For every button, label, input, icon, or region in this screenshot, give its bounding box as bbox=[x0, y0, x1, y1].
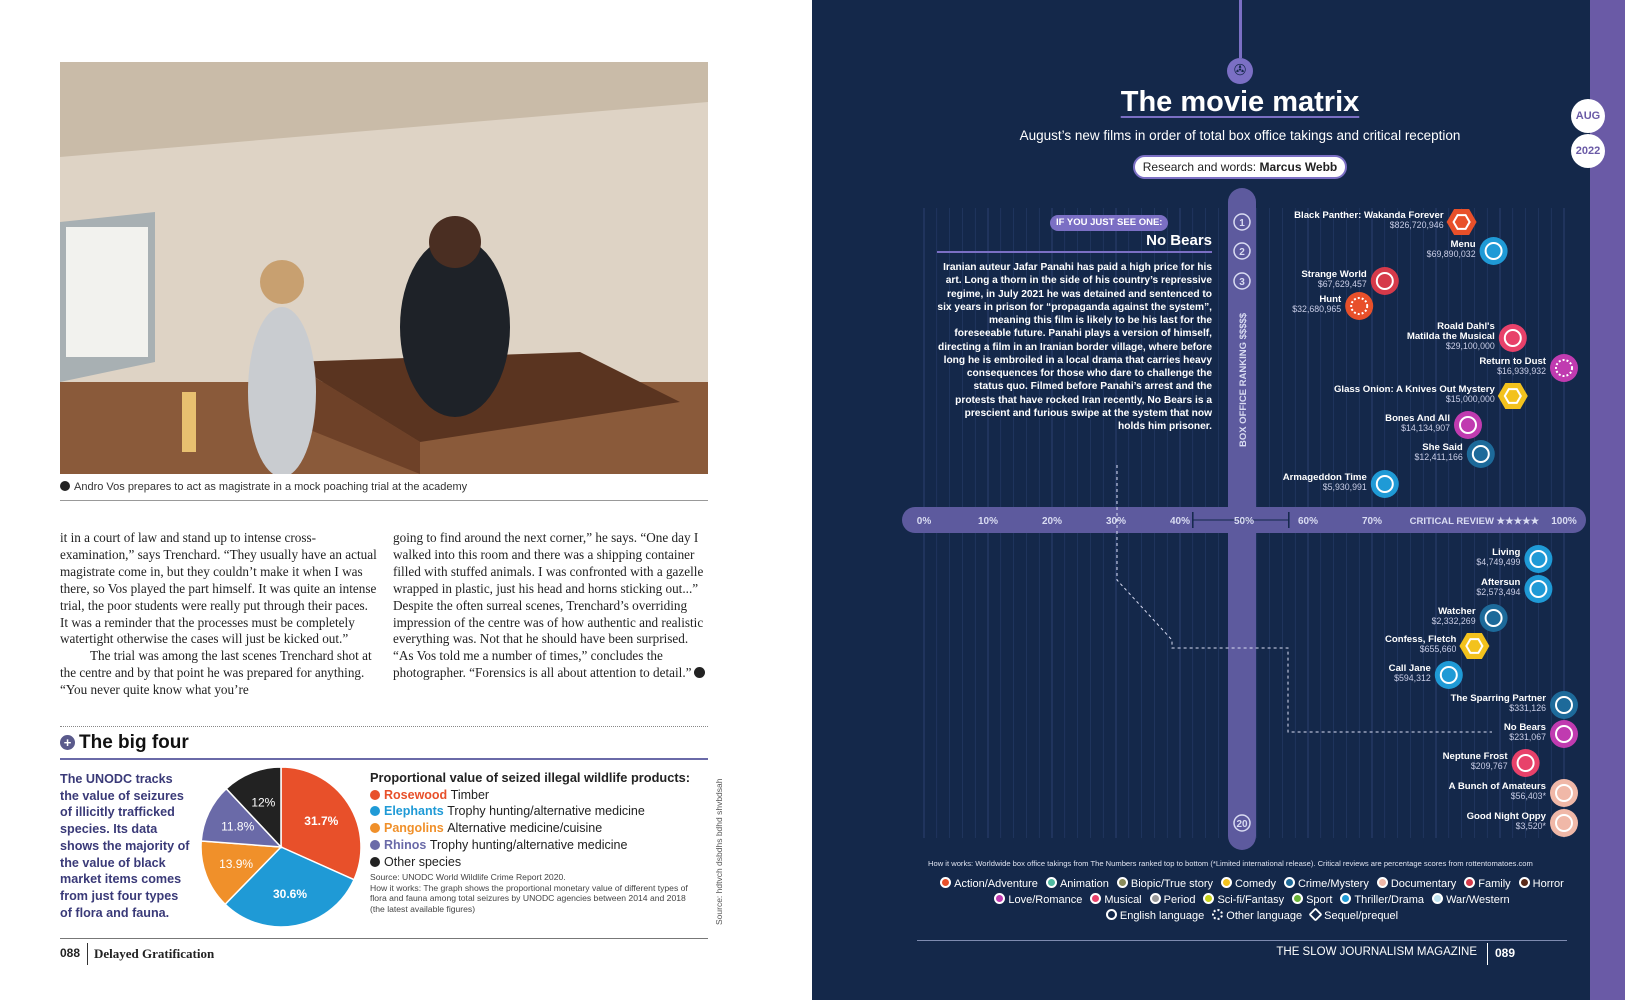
body-column-2 bbox=[393, 530, 711, 682]
movie-gross-label: $2,573,494 bbox=[1476, 587, 1521, 597]
big-four-title: The big four bbox=[79, 732, 189, 753]
y-axis-label: BOX OFFICE RANKING $$$$$ bbox=[1238, 312, 1249, 448]
plus-icon: + bbox=[60, 735, 75, 750]
right-page bbox=[812, 0, 1625, 1000]
movie-point bbox=[1499, 324, 1527, 352]
end-mark-icon bbox=[694, 667, 705, 678]
legend-label: Animation bbox=[1059, 878, 1109, 890]
movie-title-label: Living bbox=[1492, 547, 1521, 558]
legend-dot-icon bbox=[370, 806, 380, 816]
footer-divider bbox=[87, 943, 88, 965]
legend-desc: Alternative medicine/cuisine bbox=[447, 821, 603, 836]
genre-legend-item bbox=[1284, 877, 1369, 890]
movie-title-label: A Bunch of Amateurs bbox=[1448, 781, 1546, 792]
movie-title-label: Good Night Oppy bbox=[1466, 811, 1546, 822]
movie-title-label: Hunt bbox=[1319, 294, 1342, 305]
x-tick-label: 0% bbox=[916, 516, 932, 527]
legend-label: Horror bbox=[1532, 878, 1564, 890]
movie-title-label: Roald Dahl's bbox=[1437, 321, 1495, 332]
see-one-badge: IF YOU JUST SEE ONE: bbox=[1050, 215, 1168, 231]
legend-dot-icon bbox=[370, 790, 380, 800]
legend-name: Rhinos bbox=[384, 837, 430, 852]
legend-desc: Timber bbox=[450, 787, 490, 802]
movie-title-label: Bones And All bbox=[1385, 413, 1450, 424]
courtroom-photo bbox=[60, 62, 708, 474]
x-tick-label: 30% bbox=[1105, 516, 1127, 527]
movie-gross-label: $15,000,000 bbox=[1445, 394, 1495, 404]
legend-swatch-icon bbox=[1212, 909, 1223, 920]
big-four-heading bbox=[60, 732, 189, 754]
movie-title-label: She Said bbox=[1422, 442, 1463, 453]
genre-legend-item bbox=[1212, 909, 1302, 922]
magazine-name: Delayed Gratification bbox=[94, 946, 215, 961]
pie-legend-item bbox=[370, 787, 702, 804]
see-one-rule bbox=[937, 251, 1212, 253]
camera-icon bbox=[60, 481, 70, 491]
movie-gross-label: $826,720,946 bbox=[1389, 220, 1444, 230]
legend-swatch-icon bbox=[1519, 877, 1530, 888]
legend-swatch-icon bbox=[1150, 893, 1161, 904]
genre-legend-item bbox=[1432, 893, 1510, 906]
genre-legend-item bbox=[994, 893, 1082, 906]
movie-title-label: Black Panther: Wakanda Forever bbox=[1294, 210, 1444, 221]
genre-legend-item bbox=[1310, 909, 1398, 922]
magazine-name: THE SLOW JOURNALISM MAGAZINE bbox=[1276, 946, 1477, 958]
legend-label: Action/Adventure bbox=[954, 878, 1038, 890]
movie-point bbox=[1371, 267, 1399, 295]
genre-legend-item bbox=[1292, 893, 1332, 906]
legend-swatch-icon bbox=[1117, 877, 1128, 888]
movie-point bbox=[1345, 292, 1373, 320]
legend-desc: Trophy hunting/alternative medicine bbox=[447, 804, 645, 819]
movie-title-label: Strange World bbox=[1301, 269, 1367, 280]
movie-gross-label: $5,930,991 bbox=[1322, 482, 1367, 492]
x-tick-label: 50% bbox=[1233, 516, 1255, 527]
pie-source-line: Source: UNODC World Wildlife Crime Report 2020. bbox=[370, 872, 566, 882]
heading-underline bbox=[60, 758, 708, 760]
movie-gross-label: $29,100,000 bbox=[1445, 341, 1495, 351]
genre-legend-item bbox=[940, 877, 1038, 890]
genre-legend-item bbox=[1221, 877, 1276, 890]
rank-label: 1 bbox=[1239, 218, 1245, 229]
pie-legend bbox=[370, 770, 702, 870]
legend-swatch-icon bbox=[1221, 877, 1232, 888]
section-divider bbox=[60, 726, 708, 727]
see-one-text: Iranian auteur Jafar Panahi has paid a high price for his art. Long a thorn in the side of his country’s repressive regime, in July 2021 he was detained and sentenced to six years in prison for “propaganda against the system”, meaning this film is likely to be his last for the foreseeable future. Panahi plays a version of himself, directing a film in an Iranian border village, where before long he is embroiled in a local drama that carries heavy consequences for those who dare to challenge the status quo. Filmed before Panahi’s arrest and the protests that have rocked Iran recently, No Bears is a prescient and furious swipe at the system that now holds him prisoner. bbox=[937, 262, 1212, 432]
movie-title-label: Armageddon Time bbox=[1282, 472, 1367, 483]
movie-gross-label: $209,767 bbox=[1470, 761, 1508, 771]
body-column-1 bbox=[60, 530, 378, 699]
x-tick-label: 100% bbox=[1551, 516, 1577, 527]
left-page bbox=[0, 0, 812, 1000]
pie-legend-item bbox=[370, 803, 702, 820]
wildlife-pie-chart bbox=[198, 764, 364, 930]
movie-gross-label: $67,629,457 bbox=[1317, 279, 1367, 289]
legend-label: Family bbox=[1478, 878, 1511, 890]
pie-slice-label: 30.6% bbox=[272, 887, 308, 902]
genre-legend-item bbox=[1046, 877, 1109, 890]
big-four-intro: The UNODC tracks the value of seizures of illicitly trafficked species. Its data shows the majority of the value of black market items comes from just four types of flora and fauna. bbox=[60, 772, 190, 920]
legend-label: Other language bbox=[1226, 910, 1303, 922]
movie-gross-label: $231,067 bbox=[1509, 732, 1546, 742]
movie-title-label: Confess, Fletch bbox=[1384, 634, 1457, 645]
pie-slice-label: 12% bbox=[251, 795, 276, 810]
movie-gross-label: $4,749,499 bbox=[1476, 557, 1521, 567]
movie-gross-label: $56,403* bbox=[1510, 791, 1546, 801]
legend-swatch-icon bbox=[1046, 877, 1057, 888]
pie-source bbox=[370, 872, 700, 915]
legend-swatch-icon bbox=[1090, 893, 1101, 904]
movie-point bbox=[1371, 470, 1399, 498]
legend-name: Elephants bbox=[384, 804, 448, 819]
pie-legend-item bbox=[370, 854, 702, 871]
legend-label: Love/Romance bbox=[1008, 894, 1083, 906]
legend-label: Sci-fi/Fantasy bbox=[1217, 894, 1285, 906]
movie-point bbox=[1524, 575, 1552, 603]
movie-point bbox=[1498, 383, 1528, 409]
page-number: 088 bbox=[60, 946, 81, 960]
movie-point bbox=[1480, 237, 1508, 265]
legend-label: Sequel/prequel bbox=[1324, 910, 1399, 922]
caption-divider bbox=[60, 500, 708, 501]
x-tick-label: 40% bbox=[1169, 516, 1191, 527]
body-paragraph: going to find around the next corner,” he says. “One day I walked into this room and there was a shipping container filled with stuffed animals. I was confronted with a gazelle wrapped in plastic, just his head and horns sticking out...” Despite the often surreal scenes, Trenchard’s overriding impression of the centre was of how authentic and realistic everything was. Not that he should have been surprised. “As Vos told me a number of times,” concludes the photographer. “Forensics is all about attention to detail.” bbox=[393, 530, 704, 681]
x-tick-label: 20% bbox=[1041, 516, 1063, 527]
body-paragraph: The trial was among the last scenes Trenchard shot at the centre and by that point he was prepared for anything. “You never quite know what you’re bbox=[60, 648, 372, 698]
page-subtitle: August’s new films in order of total box office takings and critical reception bbox=[1019, 128, 1461, 143]
footer-rule bbox=[60, 938, 708, 939]
movie-title-label: Return to Dust bbox=[1479, 356, 1546, 367]
month-badge: AUG bbox=[1571, 99, 1605, 133]
movie-point bbox=[1550, 354, 1578, 382]
legend-name: Rosewood bbox=[384, 787, 451, 802]
vertical-source-note: Source: hdtvch dsbdhs bdhd shvbdsah bbox=[714, 778, 724, 925]
credit-name: Marcus Webb bbox=[1259, 160, 1338, 174]
x-axis-label: CRITICAL REVIEW ★★★★★ bbox=[1409, 516, 1540, 527]
credit-label: Research and words: bbox=[1142, 160, 1257, 174]
legend-label: Comedy bbox=[1234, 878, 1276, 890]
movie-title-label: Menu bbox=[1450, 239, 1476, 250]
legend-row bbox=[917, 877, 1587, 893]
pie-slice-label: 13.9% bbox=[219, 856, 254, 871]
legend-label: Musical bbox=[1104, 894, 1142, 906]
x-tick-label: 60% bbox=[1297, 516, 1319, 527]
legend-swatch-icon bbox=[1284, 877, 1295, 888]
legend-swatch-icon bbox=[940, 877, 951, 888]
legend-swatch-icon bbox=[994, 893, 1005, 904]
legend-label: Period bbox=[1163, 894, 1196, 906]
movie-gross-label: $14,134,907 bbox=[1401, 423, 1450, 433]
genre-legend-item bbox=[1377, 877, 1456, 890]
page-title: The movie matrix bbox=[1120, 86, 1360, 118]
pie-legend-item bbox=[370, 837, 702, 854]
legend-swatch-icon bbox=[1292, 893, 1303, 904]
legend-desc: Trophy hunting/alternative medicine bbox=[429, 837, 628, 852]
legend-row bbox=[917, 893, 1587, 909]
movie-point bbox=[1550, 809, 1578, 837]
footer-divider bbox=[1487, 943, 1488, 965]
movie-gross-label: $2,332,269 bbox=[1431, 616, 1476, 626]
legend-swatch-icon bbox=[1309, 907, 1323, 921]
genre-legend-item bbox=[1117, 877, 1213, 890]
pie-slice-label: 11.8% bbox=[221, 819, 255, 834]
body-paragraph: it in a court of law and stand up to intense cross-examination,” says Trenchard. “They usually have an actual magistrate come in, but they couldn’t make it when I was there, so Vos played the part himself. It was quite an intense trial, the poor students were really put through their paces. It was a reminder that the processes must be completely watertight otherwise the cases will just be kicked out.” bbox=[60, 530, 377, 647]
x-tick-label: 10% bbox=[977, 516, 999, 527]
movie-gross-label: $32,680,965 bbox=[1292, 304, 1342, 314]
movie-point bbox=[1550, 779, 1578, 807]
legend-swatch-icon bbox=[1432, 893, 1443, 904]
genre-legend-item bbox=[1519, 877, 1564, 890]
movie-point bbox=[1480, 604, 1508, 632]
year-badge: 2022 bbox=[1571, 134, 1605, 168]
movie-point bbox=[1435, 661, 1463, 689]
legend-label: Sport bbox=[1306, 894, 1333, 906]
movie-gross-label: $331,126 bbox=[1509, 703, 1546, 713]
legend-swatch-icon bbox=[1203, 893, 1214, 904]
movie-title-label: Aftersun bbox=[1480, 577, 1521, 588]
movie-title-label: Matilda the Musical bbox=[1406, 331, 1495, 342]
legend-swatch-icon bbox=[1106, 909, 1117, 920]
movie-gross-label: $69,890,032 bbox=[1426, 249, 1476, 259]
legend-label: Documentary bbox=[1390, 878, 1457, 890]
film-reel-icon: ✇ bbox=[1227, 58, 1253, 84]
legend-label: English language bbox=[1119, 910, 1205, 922]
legend-swatch-icon bbox=[1340, 893, 1351, 904]
movie-title-label: The Sparring Partner bbox=[1450, 693, 1546, 704]
movie-gross-label: $655,660 bbox=[1419, 644, 1457, 654]
legend-desc: Other species bbox=[384, 854, 462, 869]
genre-legend-item bbox=[1106, 909, 1204, 922]
genre-legend-item bbox=[1203, 893, 1284, 906]
movie-point bbox=[1459, 633, 1489, 659]
movie-gross-label: $3,520* bbox=[1515, 821, 1546, 831]
movie-matrix-chart bbox=[812, 0, 1592, 1000]
legend-label: Crime/Mystery bbox=[1297, 878, 1369, 890]
genre-legend-item bbox=[1090, 893, 1141, 906]
pie-legend-item bbox=[370, 820, 702, 837]
photo-caption bbox=[60, 481, 708, 493]
legend-dot-icon bbox=[370, 840, 380, 850]
rank-label: 2 bbox=[1239, 247, 1245, 258]
legend-dot-icon bbox=[370, 857, 380, 867]
photo-caption-text: Andro Vos prepares to act as magistrate in a mock poaching trial at the academy bbox=[74, 481, 468, 493]
movie-point bbox=[1512, 749, 1540, 777]
legend-label: Biopic/True story bbox=[1130, 878, 1213, 890]
x-tick-label: 70% bbox=[1361, 516, 1383, 527]
legend-name: Pangolins bbox=[384, 821, 448, 836]
page-number: 089 bbox=[1495, 946, 1516, 960]
movie-point bbox=[1447, 209, 1477, 235]
footer-rule bbox=[917, 940, 1567, 941]
legend-row bbox=[917, 909, 1587, 925]
genre-legend-item bbox=[1464, 877, 1510, 890]
legend-label: Thriller/Drama bbox=[1354, 894, 1425, 906]
movie-title-label: Call Jane bbox=[1388, 663, 1431, 674]
movie-point bbox=[1550, 720, 1578, 748]
pie-legend-title: Proportional value of seized illegal wildlife products: bbox=[370, 770, 690, 785]
legend-dot-icon bbox=[370, 823, 380, 833]
movie-gross-label: $594,312 bbox=[1394, 673, 1431, 683]
genre-legend bbox=[917, 877, 1587, 925]
rank-label: 20 bbox=[1236, 819, 1248, 830]
pie-how-it-works: How it works: The graph shows the proportional monetary value of different types of flora and fauna among total seizures by UNODC agencies between 2014 and 2018 (the latest available figures) bbox=[370, 882, 688, 915]
legend-swatch-icon bbox=[1464, 877, 1475, 888]
legend-note: How it works: Worldwide box office takings from The Numbers ranked top to bottom (*Limited international release). Critical reviews are percentage scores from rottentomatoes.com bbox=[928, 859, 1533, 868]
movie-point bbox=[1524, 545, 1552, 573]
movie-gross-label: $12,411,166 bbox=[1414, 452, 1463, 462]
movie-point bbox=[1550, 691, 1578, 719]
legend-label: War/Western bbox=[1446, 894, 1510, 906]
movie-title-label: No Bears bbox=[1503, 722, 1546, 733]
genre-legend-item bbox=[1150, 893, 1196, 906]
genre-legend-item bbox=[1340, 893, 1424, 906]
see-one-title: No Bears bbox=[1146, 232, 1212, 249]
movie-point bbox=[1467, 440, 1495, 468]
pie-slice-label: 31.7% bbox=[304, 813, 339, 828]
movie-gross-label: $16,939,932 bbox=[1497, 366, 1546, 376]
legend-swatch-icon bbox=[1377, 877, 1388, 888]
movie-title-label: Neptune Frost bbox=[1442, 751, 1508, 762]
movie-point bbox=[1454, 411, 1482, 439]
movie-title-label: Watcher bbox=[1438, 606, 1476, 617]
rank-label: 3 bbox=[1239, 277, 1245, 288]
movie-title-label: Glass Onion: A Knives Out Mystery bbox=[1333, 384, 1495, 395]
